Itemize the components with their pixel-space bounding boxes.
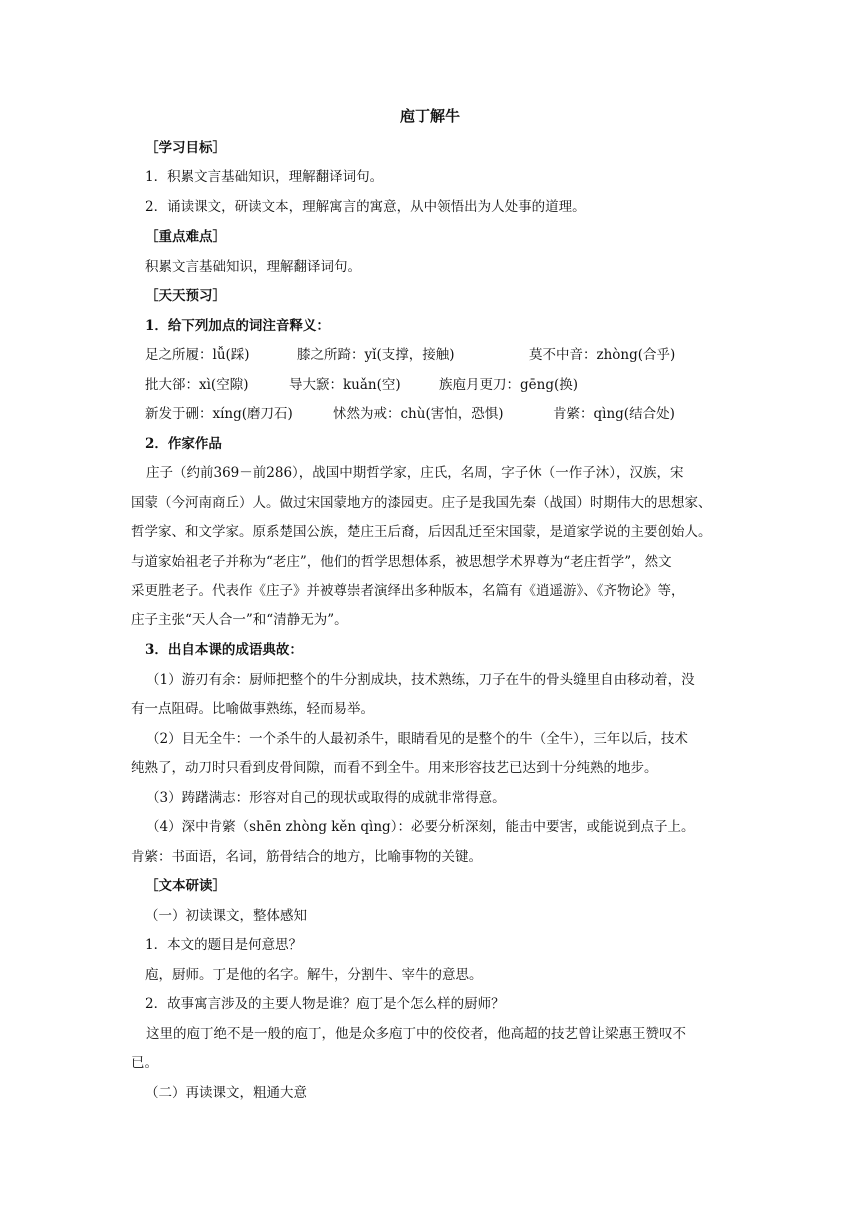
page-title: 庖丁解牛 (399, 107, 460, 125)
annotation-item: 怵然为戒：chù(害怕，恐惧) (333, 406, 504, 422)
annotation-item: 新发于硎：xíng(磨刀石) (145, 406, 293, 422)
question: 2．故事寓言涉及的主要人物是谁？庖丁是个怎么样的厨师？ (145, 996, 505, 1012)
annotation-item: 肯綮：qìng(结合处) (553, 406, 675, 422)
annotation-item: 膝之所踦：yǐ(支撑，接触) (297, 347, 455, 363)
section-heading-key: ［重点难点］ (145, 229, 226, 245)
goal-item: 1．积累文言基础知识，理解翻译词句。 (145, 169, 384, 185)
preview-q3-title: 3．出自本课的成语典故： (145, 642, 303, 658)
idiom-line: （4）深中肯綮（shēn zhòng kěn qìng）：必要分析深刻，能击中要害，或能说到点子上。 (146, 819, 695, 835)
answer-line: 这里的庖丁绝不是一般的庖丁，他是众多庖丁中的佼佼者，他高超的技艺曾让梁惠王赞叹不 (146, 1026, 686, 1042)
annotation-item: 足之所履：lǚ(踩) (145, 347, 250, 363)
idiom-line: 肯綮：书面语，名词，筋骨结合的地方，比喻事物的关键。 (131, 849, 482, 865)
paragraph-line: 采更胜老子。代表作《庄子》并被尊崇者演绎出多种版本，名篇有《逍遥游》、《齐物论》等， (131, 583, 685, 599)
section-heading-preview: ［天天预习］ (145, 288, 226, 304)
idiom-line: 纯熟了，动刀时只看到皮骨间隙，而看不到全牛。用来形容技艺已达到十分纯熟的地步。 (131, 760, 658, 776)
idiom-line: （3）踌躇满志：形容对自己的现状或取得的成就非常得意。 (146, 790, 506, 806)
text-part-title: （二）再读课文，粗通大意 (145, 1085, 307, 1101)
paragraph-line: 国蒙（今河南商丘）人。做过宋国蒙地方的漆园吏。庄子是我国先秦（战国）时期伟大的思想家、 (131, 495, 712, 511)
section-heading-goals: ［学习目标］ (145, 140, 226, 156)
answer: 庖，厨师。丁是他的名字。解牛，分割牛、宰牛的意思。 (145, 967, 483, 983)
text-part-title: （一）初读课文，整体感知 (145, 908, 307, 924)
goal-item: 2．诵读课文，研读文本，理解寓言的寓意，从中领悟出为人处事的道理。 (145, 199, 586, 215)
annotation-item: 莫不中音：zhòng(合乎) (529, 347, 676, 363)
annotation-row (145, 405, 760, 423)
paragraph-line: 庄子主张“天人合一”和“清静无为”。 (131, 612, 348, 628)
annotation-item: 导大窾：kuǎn(空) (289, 377, 401, 393)
idiom-line: （2）目无全牛：一个杀牛的人最初杀牛，眼睛看见的是整个的牛（全牛），三年以后，技术 (146, 731, 688, 747)
idiom-line: 有一点阻碍。比喻做事熟练，轻而易举。 (131, 701, 374, 717)
key-text: 积累文言基础知识，理解翻译词句。 (145, 259, 361, 275)
question: 1．本文的题目是何意思？ (145, 937, 303, 953)
preview-q2-title: 2．作家作品 (145, 436, 222, 452)
preview-q1-title: 1．给下列加点的词注音释义： (145, 318, 330, 334)
annotation-item: 族庖月更刀：gēng(换) (439, 377, 579, 393)
paragraph-line: 哲学家、和文学家。原系楚国公族，楚庄王后裔，后因乱迁至宋国蒙，是道家学说的主要创始人。 (131, 524, 712, 540)
section-heading-text: ［文本研读］ (145, 878, 226, 894)
answer-line: 已。 (131, 1055, 158, 1071)
annotation-row (145, 376, 760, 394)
annotation-item: 批大郤：xì(空隙) (145, 377, 249, 393)
annotation-row (145, 346, 760, 364)
idiom-line: （1）游刃有余：厨师把整个的牛分割成块，技术熟练，刀子在牛的骨头缝里自由移动着，没 (146, 672, 695, 688)
paragraph-line: 庄子（约前369－前286），战国中期哲学家，庄氏，名周，字子休（一作子沐），汉族，宋 (146, 465, 684, 481)
paragraph-line: 与道家始祖老子并称为“老庄”，他们的哲学思想体系，被思想学术界尊为“老庄哲学”，然文 (131, 554, 672, 570)
